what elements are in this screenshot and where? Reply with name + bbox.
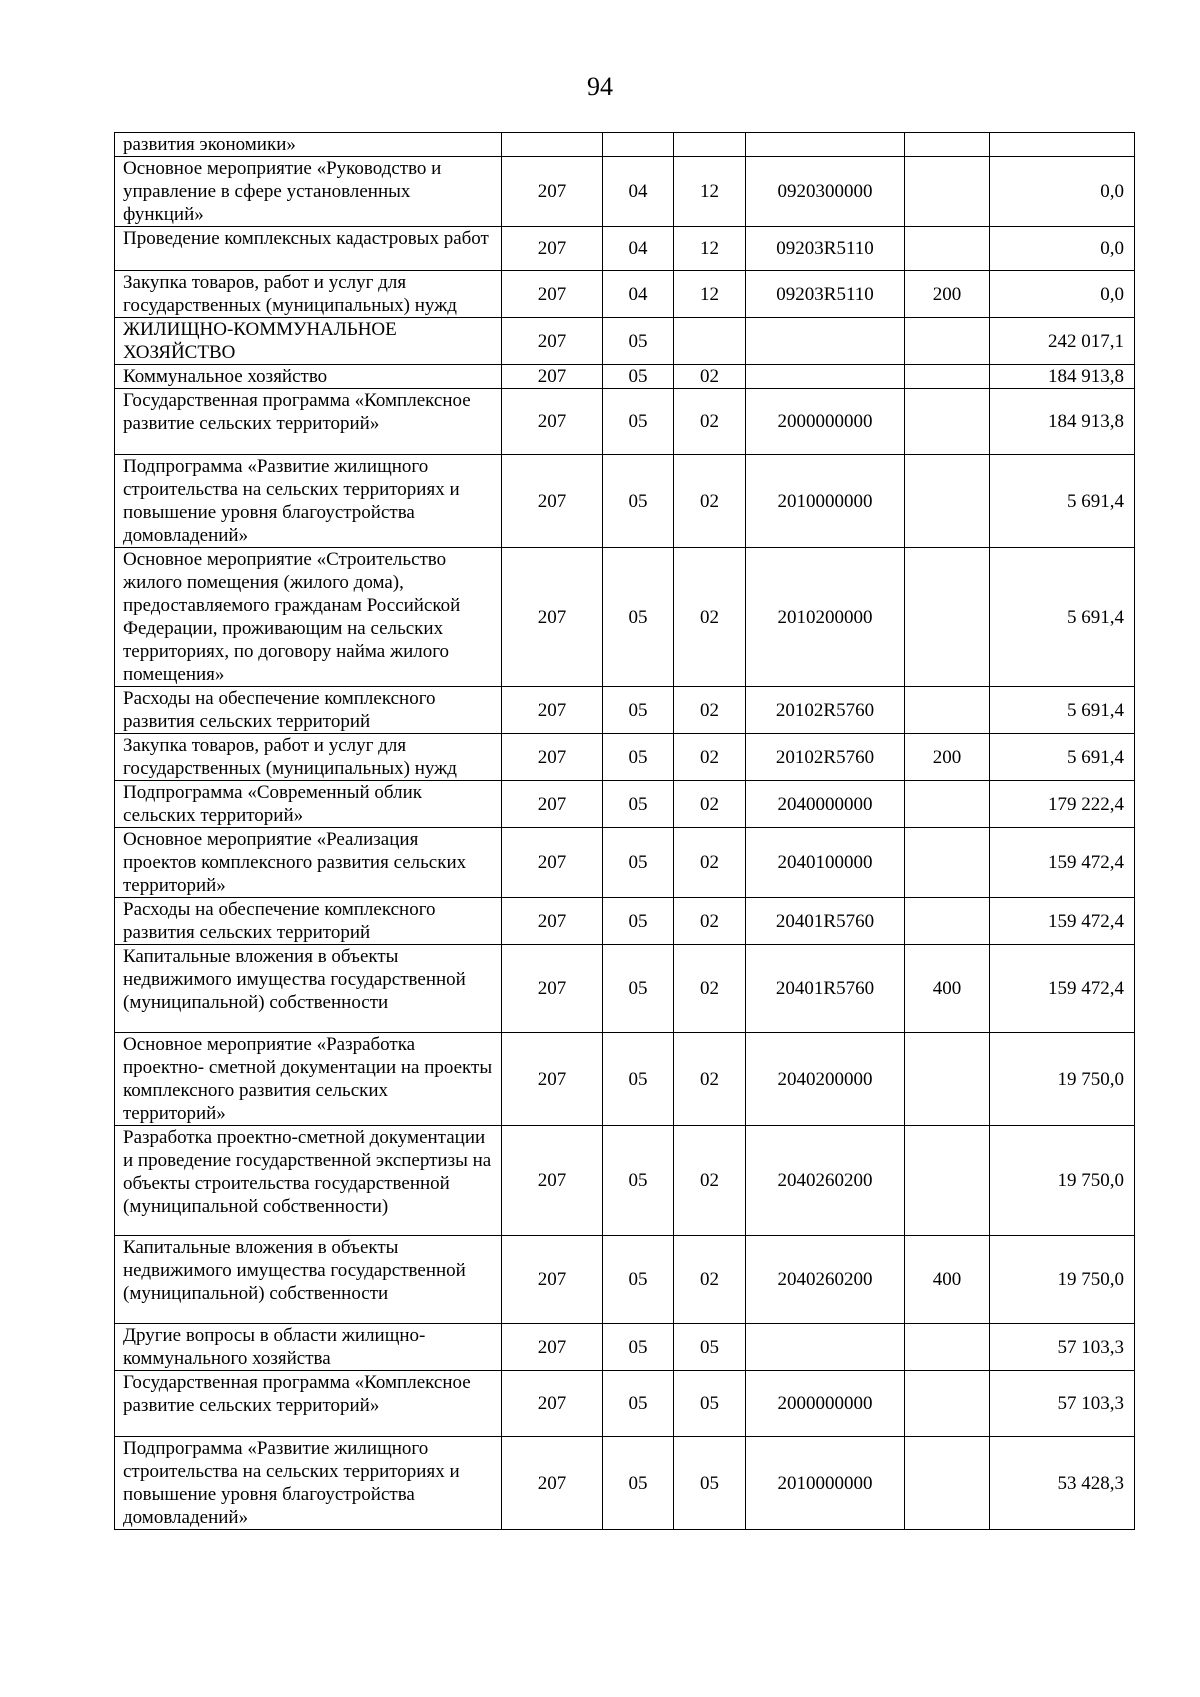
section-code-cell <box>603 133 674 157</box>
ministry-code-cell: 207 <box>502 687 603 734</box>
table-body <box>115 133 1135 1530</box>
section-code-cell: 05 <box>603 548 674 687</box>
table-row <box>115 1126 1135 1236</box>
expense-name-cell: Подпрограмма «Развитие жилищного строительства на сельских территориях и повышение уровня благоустройства домовладений» <box>115 455 502 548</box>
target-article-cell: 2040000000 <box>746 781 905 828</box>
subsection-code-cell: 05 <box>674 1371 746 1437</box>
section-code-cell: 05 <box>603 389 674 455</box>
amount-cell <box>990 133 1135 157</box>
expense-name-cell: Закупка товаров, работ и услуг для государственных (муниципальных) нужд <box>115 271 502 318</box>
expense-type-cell <box>905 1324 990 1371</box>
section-code-cell: 04 <box>603 227 674 271</box>
subsection-code-cell: 12 <box>674 227 746 271</box>
table-row <box>115 687 1135 734</box>
target-article-cell: 20102R5760 <box>746 687 905 734</box>
amount-cell: 19 750,0 <box>990 1033 1135 1126</box>
ministry-code-cell: 207 <box>502 945 603 1033</box>
expense-name-cell: Капитальные вложения в объекты недвижимого имущества государственной (муниципальной) собственности <box>115 1236 502 1324</box>
amount-cell: 159 472,4 <box>990 945 1135 1033</box>
target-article-cell: 20102R5760 <box>746 734 905 781</box>
target-article-cell: 2040260200 <box>746 1126 905 1236</box>
table-row <box>115 828 1135 898</box>
subsection-code-cell: 02 <box>674 389 746 455</box>
target-article-cell: 09203R5110 <box>746 271 905 318</box>
expense-name-cell: Закупка товаров, работ и услуг для государственных (муниципальных) нужд <box>115 734 502 781</box>
ministry-code-cell: 207 <box>502 365 603 389</box>
amount-cell: 57 103,3 <box>990 1371 1135 1437</box>
subsection-code-cell: 02 <box>674 365 746 389</box>
expense-name-cell: ЖИЛИЩНО-КОММУНАЛЬНОЕ ХОЗЯЙСТВО <box>115 318 502 365</box>
amount-cell: 179 222,4 <box>990 781 1135 828</box>
table-row <box>115 157 1135 227</box>
ministry-code-cell <box>502 133 603 157</box>
amount-cell: 19 750,0 <box>990 1126 1135 1236</box>
section-code-cell: 04 <box>603 157 674 227</box>
table-row <box>115 318 1135 365</box>
table-row <box>115 133 1135 157</box>
target-article-cell: 2040200000 <box>746 1033 905 1126</box>
page-number: 94 <box>587 72 613 101</box>
expense-type-cell <box>905 157 990 227</box>
expense-type-cell <box>905 898 990 945</box>
ministry-code-cell: 207 <box>502 734 603 781</box>
table-row <box>115 1371 1135 1437</box>
expense-name-cell: Государственная программа «Комплексное развитие сельских территорий» <box>115 389 502 455</box>
expense-name-cell: Разработка проектно-сметной документации и проведение государственной экспертизы на объекты строительства государственной (муниципальной собственности) <box>115 1126 502 1236</box>
table-row <box>115 1324 1135 1371</box>
table-row <box>115 365 1135 389</box>
expense-type-cell <box>905 455 990 548</box>
target-article-cell <box>746 1324 905 1371</box>
expense-name-cell: Расходы на обеспечение комплексного развития сельских территорий <box>115 898 502 945</box>
section-code-cell: 04 <box>603 271 674 318</box>
section-code-cell: 05 <box>603 781 674 828</box>
expense-name-cell: Расходы на обеспечение комплексного развития сельских территорий <box>115 687 502 734</box>
ministry-code-cell: 207 <box>502 271 603 318</box>
table-row <box>115 455 1135 548</box>
section-code-cell: 05 <box>603 1033 674 1126</box>
expense-name-cell: Коммунальное хозяйство <box>115 365 502 389</box>
expense-name-cell: развития экономики» <box>115 133 502 157</box>
target-article-cell: 2010000000 <box>746 455 905 548</box>
subsection-code-cell: 02 <box>674 734 746 781</box>
subsection-code-cell: 02 <box>674 687 746 734</box>
ministry-code-cell: 207 <box>502 781 603 828</box>
subsection-code-cell: 02 <box>674 781 746 828</box>
section-code-cell: 05 <box>603 365 674 389</box>
table-row <box>115 1033 1135 1126</box>
subsection-code-cell: 02 <box>674 898 746 945</box>
section-code-cell: 05 <box>603 734 674 781</box>
ministry-code-cell: 207 <box>502 898 603 945</box>
expense-type-cell <box>905 687 990 734</box>
section-code-cell: 05 <box>603 1126 674 1236</box>
expense-type-cell <box>905 1126 990 1236</box>
table-row <box>115 1236 1135 1324</box>
expense-type-cell <box>905 828 990 898</box>
ministry-code-cell: 207 <box>502 1126 603 1236</box>
target-article-cell: 0920300000 <box>746 157 905 227</box>
ministry-code-cell: 207 <box>502 1371 603 1437</box>
subsection-code-cell: 12 <box>674 271 746 318</box>
amount-cell: 159 472,4 <box>990 828 1135 898</box>
amount-cell: 5 691,4 <box>990 734 1135 781</box>
subsection-code-cell <box>674 133 746 157</box>
section-code-cell: 05 <box>603 1437 674 1530</box>
amount-cell: 0,0 <box>990 271 1135 318</box>
expense-type-cell <box>905 365 990 389</box>
table-row <box>115 734 1135 781</box>
expense-type-cell <box>905 318 990 365</box>
target-article-cell: 20401R5760 <box>746 898 905 945</box>
subsection-code-cell: 02 <box>674 945 746 1033</box>
expense-type-cell <box>905 781 990 828</box>
expense-name-cell: Основное мероприятие «Разработка проектно- сметной документации на проекты комплексного развития сельских территорий» <box>115 1033 502 1126</box>
subsection-code-cell: 12 <box>674 157 746 227</box>
target-article-cell: 2010000000 <box>746 1437 905 1530</box>
expense-type-cell: 400 <box>905 945 990 1033</box>
section-code-cell: 05 <box>603 828 674 898</box>
section-code-cell: 05 <box>603 687 674 734</box>
table-row <box>115 945 1135 1033</box>
expense-type-cell: 200 <box>905 271 990 318</box>
amount-cell: 159 472,4 <box>990 898 1135 945</box>
target-article-cell: 2000000000 <box>746 1371 905 1437</box>
ministry-code-cell: 207 <box>502 1033 603 1126</box>
expense-type-cell <box>905 548 990 687</box>
table-row <box>115 548 1135 687</box>
ministry-code-cell: 207 <box>502 828 603 898</box>
amount-cell: 0,0 <box>990 227 1135 271</box>
amount-cell: 5 691,4 <box>990 455 1135 548</box>
ministry-code-cell: 207 <box>502 1437 603 1530</box>
ministry-code-cell: 207 <box>502 455 603 548</box>
ministry-code-cell: 207 <box>502 389 603 455</box>
target-article-cell: 09203R5110 <box>746 227 905 271</box>
subsection-code-cell: 05 <box>674 1437 746 1530</box>
target-article-cell: 2010200000 <box>746 548 905 687</box>
expense-type-cell: 400 <box>905 1236 990 1324</box>
amount-cell: 5 691,4 <box>990 687 1135 734</box>
expense-type-cell <box>905 1437 990 1530</box>
table-row <box>115 898 1135 945</box>
expense-name-cell: Основное мероприятие «Строительство жилого помещения (жилого дома), предоставляемого гражданам Российской Федерации, проживающим на сельских территориях, по договору найма жилого помещения» <box>115 548 502 687</box>
subsection-code-cell: 05 <box>674 1324 746 1371</box>
amount-cell: 184 913,8 <box>990 365 1135 389</box>
target-article-cell: 2040260200 <box>746 1236 905 1324</box>
subsection-code-cell: 02 <box>674 548 746 687</box>
expense-name-cell: Подпрограмма «Современный облик сельских территорий» <box>115 781 502 828</box>
amount-cell: 0,0 <box>990 157 1135 227</box>
budget-table <box>114 132 1135 1530</box>
amount-cell: 19 750,0 <box>990 1236 1135 1324</box>
amount-cell: 53 428,3 <box>990 1437 1135 1530</box>
ministry-code-cell: 207 <box>502 157 603 227</box>
expense-name-cell: Капитальные вложения в объекты недвижимого имущества государственной (муниципальной) собственности <box>115 945 502 1033</box>
amount-cell: 5 691,4 <box>990 548 1135 687</box>
section-code-cell: 05 <box>603 1324 674 1371</box>
amount-cell: 57 103,3 <box>990 1324 1135 1371</box>
ministry-code-cell: 207 <box>502 227 603 271</box>
expense-type-cell <box>905 389 990 455</box>
table-row <box>115 781 1135 828</box>
subsection-code-cell: 02 <box>674 828 746 898</box>
expense-name-cell: Проведение комплексных кадастровых работ <box>115 227 502 271</box>
table-row <box>115 1437 1135 1530</box>
table-row <box>115 271 1135 318</box>
section-code-cell: 05 <box>603 898 674 945</box>
target-article-cell: 2040100000 <box>746 828 905 898</box>
expense-type-cell <box>905 133 990 157</box>
ministry-code-cell: 207 <box>502 1236 603 1324</box>
section-code-cell: 05 <box>603 318 674 365</box>
expense-name-cell: Подпрограмма «Развитие жилищного строительства на сельских территориях и повышение уровня благоустройства домовладений» <box>115 1437 502 1530</box>
section-code-cell: 05 <box>603 455 674 548</box>
amount-cell: 184 913,8 <box>990 389 1135 455</box>
expense-name-cell: Основное мероприятие «Руководство и управление в сфере установленных функций» <box>115 157 502 227</box>
subsection-code-cell: 02 <box>674 1033 746 1126</box>
ministry-code-cell: 207 <box>502 548 603 687</box>
target-article-cell <box>746 133 905 157</box>
expense-name-cell: Другие вопросы в области жилищно-коммунального хозяйства <box>115 1324 502 1371</box>
section-code-cell: 05 <box>603 945 674 1033</box>
subsection-code-cell <box>674 318 746 365</box>
ministry-code-cell: 207 <box>502 318 603 365</box>
table-row <box>115 227 1135 271</box>
subsection-code-cell: 02 <box>674 455 746 548</box>
target-article-cell: 2000000000 <box>746 389 905 455</box>
section-code-cell: 05 <box>603 1371 674 1437</box>
target-article-cell <box>746 365 905 389</box>
expense-name-cell: Государственная программа «Комплексное развитие сельских территорий» <box>115 1371 502 1437</box>
expense-type-cell: 200 <box>905 734 990 781</box>
expense-type-cell <box>905 1371 990 1437</box>
amount-cell: 242 017,1 <box>990 318 1135 365</box>
section-code-cell: 05 <box>603 1236 674 1324</box>
target-article-cell <box>746 318 905 365</box>
subsection-code-cell: 02 <box>674 1126 746 1236</box>
expense-type-cell <box>905 1033 990 1126</box>
expense-type-cell <box>905 227 990 271</box>
ministry-code-cell: 207 <box>502 1324 603 1371</box>
expense-name-cell: Основное мероприятие «Реализация проектов комплексного развития сельских территорий» <box>115 828 502 898</box>
target-article-cell: 20401R5760 <box>746 945 905 1033</box>
subsection-code-cell: 02 <box>674 1236 746 1324</box>
table-row <box>115 389 1135 455</box>
